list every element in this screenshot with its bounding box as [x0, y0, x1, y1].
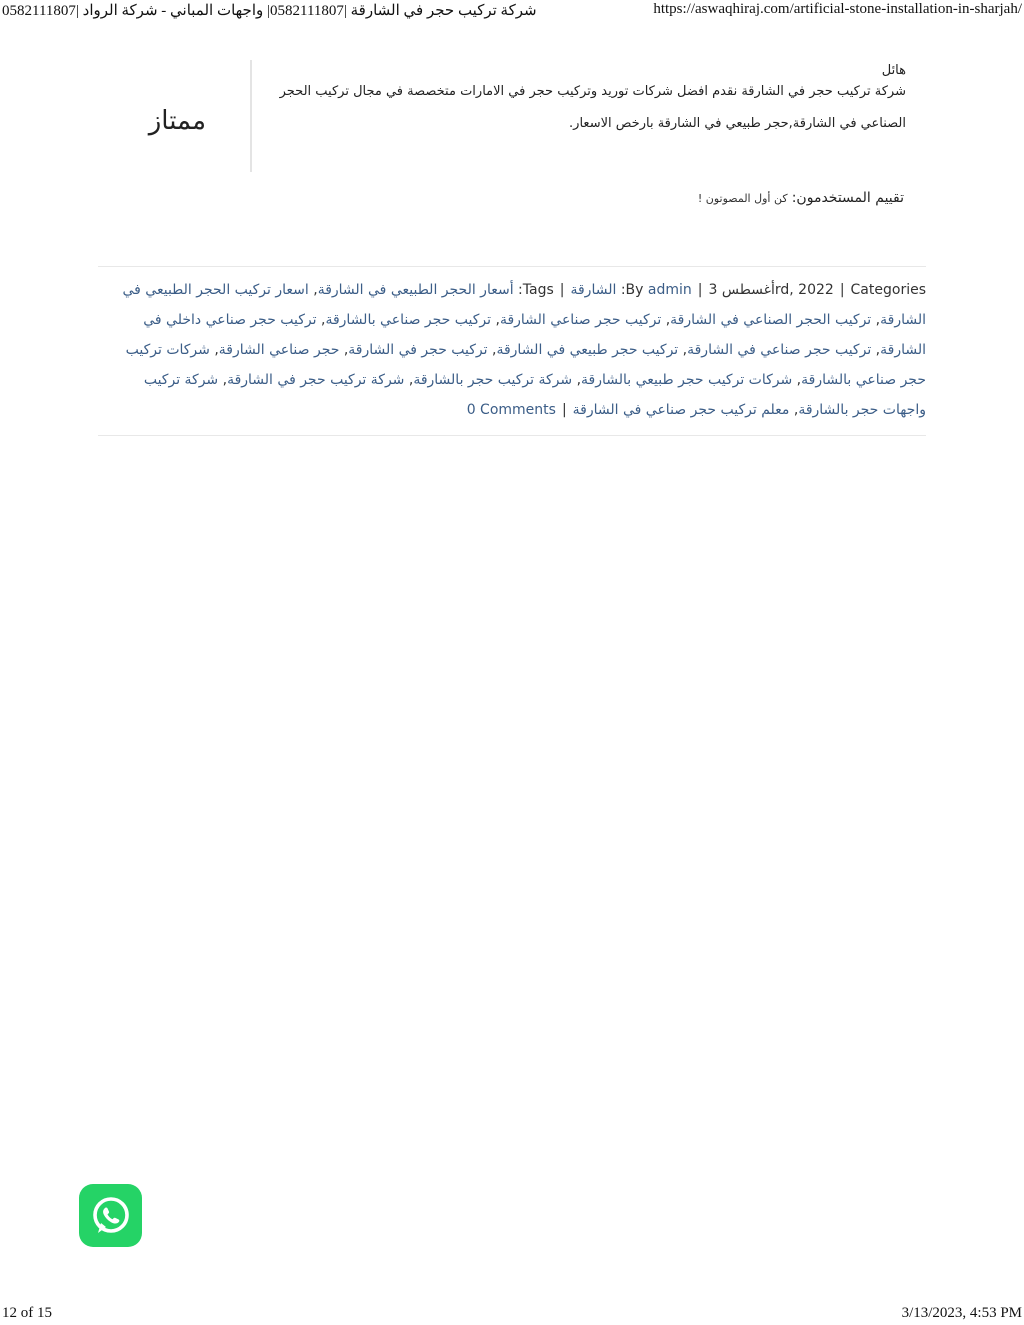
meta-separator: |: [561, 402, 567, 418]
page-number: 12 of 15: [2, 1305, 52, 1321]
tag-link[interactable]: تركيب حجر طبيعي في الشارقة: [496, 342, 679, 358]
tag-comma: ,: [491, 312, 500, 328]
tag-comma: ,: [661, 312, 671, 328]
tag-link[interactable]: شركات تركيب حجر طبيعي بالشارقة: [581, 372, 793, 388]
post-date: أغسطس 3rd, 2022: [708, 282, 834, 298]
whatsapp-button[interactable]: [79, 1184, 142, 1247]
tag-comma: ,: [308, 282, 318, 298]
meta-separator: |: [559, 282, 565, 298]
tag-link[interactable]: تركيب الحجر الصناعي في الشارقة: [670, 312, 872, 328]
tag-link[interactable]: اسعار تركيب الحجر الطبيعي في الشارقة: [122, 282, 926, 328]
user-rating: [698, 190, 904, 206]
tag-link[interactable]: أسعار الحجر الطبيعي في الشارقة: [317, 282, 514, 298]
comments-link[interactable]: 0 Comments: [466, 402, 556, 418]
whatsapp-icon: [87, 1192, 135, 1240]
review-box: [98, 60, 926, 172]
tag-comma: ,: [789, 402, 799, 418]
tag-comma: ,: [404, 372, 414, 388]
page-title: شركة تركيب حجر في الشارقة |0582111807| واجهات المباني - شركة الرواد |0582111807: [2, 3, 537, 19]
print-date: 3/13/2023, 4:53 PM: [901, 1305, 1022, 1321]
tag-link[interactable]: تركيب حجر صناعي بالشارقة: [325, 312, 492, 328]
review-summary-title: هائل: [881, 63, 906, 78]
review-score-label: ممتاز: [148, 106, 206, 136]
categories-label: Categories:: [620, 282, 926, 298]
user-rating-value: كن أول المصوتون !: [697, 192, 788, 205]
tag-link[interactable]: شركة تركيب حجر بالشارقة: [413, 372, 573, 388]
tag-comma: ,: [871, 342, 881, 358]
tag-link[interactable]: تركيب حجر صناعي الشارقة: [499, 312, 662, 328]
meta-separator: |: [697, 282, 703, 298]
tag-link[interactable]: شركة تركيب واجهات حجر بالشارقة: [143, 372, 926, 418]
print-header: [0, 0, 1024, 22]
tag-link[interactable]: شركات تركيب حجر صناعي بالشارقة: [125, 342, 926, 388]
tag-comma: ,: [209, 342, 219, 358]
review-summary: [270, 62, 906, 140]
review-summary-text: شركة تركيب حجر في الشارقة نقدم افضل شركات توريد وتركيب حجر في الامارات متخصصة في مجال تركيب الحجر الصناعي في الشارقة,حجر طبيعي في الشارقة بارخص الاسعار.: [279, 84, 906, 131]
author-link[interactable]: admin: [647, 282, 692, 298]
review-score-box: [98, 60, 252, 172]
tag-link[interactable]: شركة تركيب حجر في الشارقة: [227, 372, 405, 388]
tag-link[interactable]: معلم تركيب حجر صناعي في الشارقة: [572, 402, 790, 418]
tag-link[interactable]: تركيب حجر صناعي في الشارقة: [687, 342, 872, 358]
tag-link[interactable]: حجر صناعي الشارقة: [218, 342, 340, 358]
tag-link[interactable]: تركيب حجر في الشارقة: [348, 342, 488, 358]
meta-separator: |: [839, 282, 845, 298]
tag-comma: ,: [218, 372, 228, 388]
tag-comma: ,: [487, 342, 497, 358]
tag-link[interactable]: تركيب حجر صناعي داخلي في الشارقة: [143, 312, 926, 358]
print-footer: [0, 1303, 1024, 1325]
category-link[interactable]: الشارقة: [570, 282, 617, 298]
post-meta: [98, 266, 926, 436]
page-url: https://aswaqhiraj.com/artificial-stone-installation-in-sharjah/: [653, 1, 1022, 17]
tag-comma: ,: [339, 342, 349, 358]
tag-comma: ,: [871, 312, 881, 328]
by-label: By: [625, 282, 644, 298]
tag-comma: ,: [572, 372, 582, 388]
tag-comma: ,: [678, 342, 688, 358]
tag-comma: ,: [792, 372, 802, 388]
tags-label: Tags:: [518, 282, 554, 298]
tag-list: [122, 282, 926, 418]
user-rating-label: تقييم المستخدمون:: [791, 190, 904, 206]
tag-comma: ,: [316, 312, 326, 328]
